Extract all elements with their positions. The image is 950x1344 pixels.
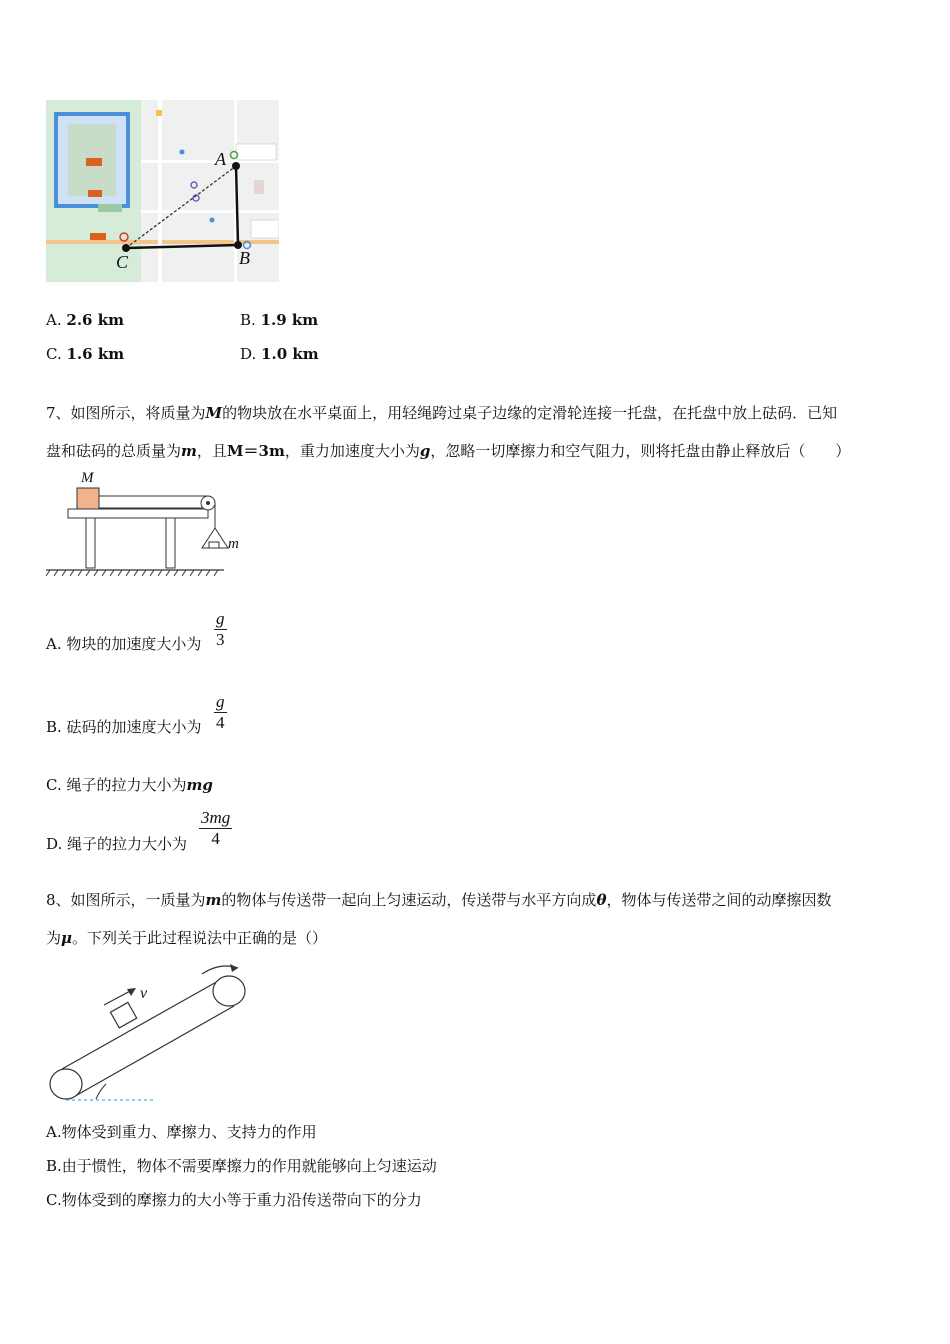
q6-option-b[interactable] — [240, 311, 318, 329]
q7-option-a-fraction: $\frac{g}{3}$ — [216, 609, 225, 649]
q6-option-letter: C. — [46, 345, 62, 363]
q8-figure — [44, 960, 254, 1105]
q6-option-letter: B. — [240, 311, 256, 329]
map-label-c: C — [116, 252, 129, 272]
q8-stem-line1: 8、如图所示，一质量为m的物体与传送带一起向上匀速运动，传送带与水平方向成θ，物体与传送带之间的动摩擦因数 — [46, 891, 832, 909]
q7-option-a[interactable] — [46, 633, 201, 654]
q8-fig-label-v: v — [140, 985, 148, 1002]
q7-stem-line2: 盘和砝码的总质量为m，且M＝3m，重力加速度大小为g，忽略一切摩擦力和空气阻力，则将托盘由静止释放后（ ） — [46, 442, 851, 460]
q6-option-a[interactable] — [46, 311, 124, 329]
q8-stem — [46, 881, 911, 957]
map-figure — [46, 100, 279, 282]
q7-option-b[interactable] — [46, 716, 202, 737]
q7-option-d-fraction: $\frac{3mg}{4}$ — [201, 808, 231, 848]
q7-option-d-text: D. 绳子的拉力大小为 — [46, 835, 188, 853]
q7-option-a-text: A. 物块的加速度大小为 — [46, 635, 202, 653]
q7-option-b-text: B. 砝码的加速度大小为 — [46, 718, 202, 736]
q7-option-c-text: C. 绳子的拉力大小为 — [46, 776, 187, 794]
q6-option-text: 1.9 km — [260, 311, 319, 329]
q7-fig-label-m-block: M — [81, 470, 94, 486]
q6-option-c[interactable] — [46, 345, 124, 363]
q7-figure — [44, 470, 244, 580]
q8-option-a[interactable] — [46, 1121, 317, 1142]
q8-option-b-text: B.由于惯性，物体不需要摩擦力的作用就能够向上匀速运动 — [46, 1157, 437, 1175]
q7-option-d[interactable] — [46, 833, 187, 854]
q6-option-text: 2.6 km — [66, 311, 124, 329]
q7-option-c-var: mg — [186, 776, 213, 794]
q7-option-c[interactable] — [46, 774, 213, 795]
q8-option-c-text: C.物体受到的摩擦力的大小等于重力沿传送带向下的分力 — [46, 1191, 422, 1209]
q6-option-letter: D. — [240, 345, 257, 363]
conveyor-belt-diagram — [44, 960, 254, 1105]
q6-option-d[interactable] — [240, 345, 319, 363]
q8-stem-line2: 为μ。下列关于此过程说法中正确的是（） — [46, 929, 328, 947]
q6-option-text: 1.0 km — [261, 345, 319, 363]
map-label-b: B — [239, 248, 250, 268]
q6-option-letter: A. — [46, 311, 62, 329]
map-label-a: A — [215, 149, 226, 169]
q6-option-text: 1.6 km — [66, 345, 125, 363]
table-pulley-diagram — [44, 470, 244, 580]
q7-stem — [46, 394, 911, 470]
q7-option-b-fraction: $\frac{g}{4}$ — [216, 692, 225, 732]
q8-option-b[interactable] — [46, 1155, 437, 1176]
q7-stem-line1: 7、如图所示，将质量为M的物块放在水平桌面上，用轻绳跨过桌子边缘的定滑轮连接一托盘，在托盘中放上砝码．已知 — [46, 404, 838, 422]
q7-fig-label-m-tray: m — [228, 536, 239, 552]
q8-option-a-text: A.物体受到重力、摩擦力、支持力的作用 — [46, 1123, 317, 1141]
q8-option-c[interactable] — [46, 1189, 422, 1210]
